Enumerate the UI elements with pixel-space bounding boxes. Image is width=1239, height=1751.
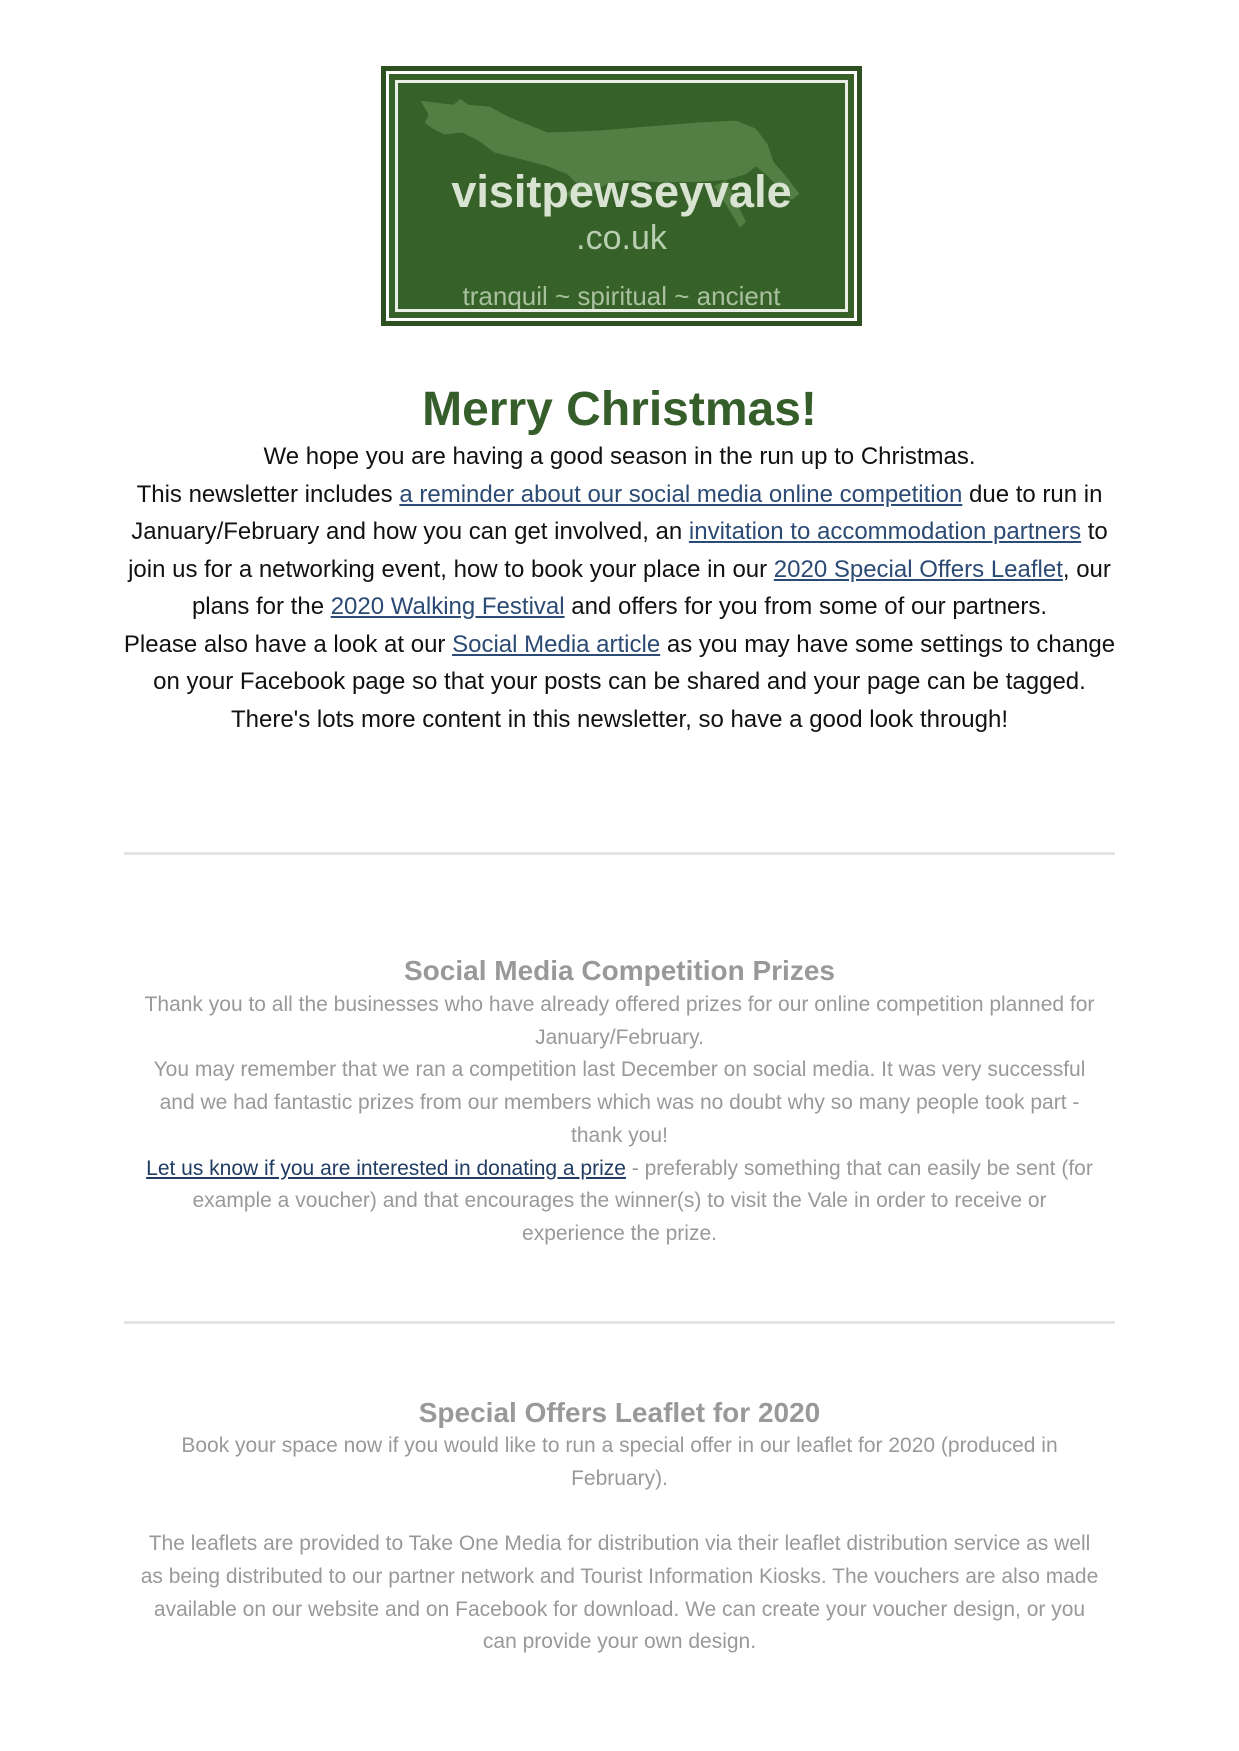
walking-festival-link[interactable]: 2020 Walking Festival: [330, 593, 565, 620]
competition-paragraph-3: [140, 1153, 1099, 1251]
intro-paragraph-1: We hope you are having a good season in the run up to Christmas.: [263, 443, 976, 470]
competition-reminder-link[interactable]: a reminder about our social media online competition: [399, 480, 963, 508]
leaflet-body: [140, 1430, 1099, 1659]
intro-paragraph-4: There's lots more content in this newsletter, so have a good look through!: [230, 705, 1009, 733]
intro-paragraph-3: [120, 626, 1119, 701]
paragraph-spacer: [140, 1495, 1099, 1528]
intro-text-span: and offers for you from some of our partners.: [564, 593, 1048, 620]
intro-text-span: , our plans for the: [191, 555, 1111, 620]
leaflet-title: Special Offers Leaflet for 2020: [418, 1397, 821, 1428]
intro-text-span: to join us for a networking event, how to book your place in our: [128, 518, 1108, 583]
intro-text-span: Please also have a look at our: [123, 630, 453, 658]
section-divider: [124, 852, 1115, 855]
leaflet-paragraph-2: The leaflets are provided to Take One Media for distribution via their leaflet distribution service as well as being distributed to our partner network and Tourist Information Kiosks. The vouchers are also made available on our website and on Facebook for download. We can create your voucher design, or you can provide your own design.: [140, 1532, 1099, 1654]
logo-frame: [395, 80, 848, 312]
special-offers-leaflet-link[interactable]: 2020 Special Offers Leaflet: [773, 555, 1063, 583]
competition-paragraph-2: You may remember that we ran a competition last December on social media. It was very successful and we had fantastic prizes from our members which was no doubt why so many people took part - thank you!: [153, 1058, 1086, 1147]
competition-title: Social Media Competition Prizes: [404, 955, 835, 986]
social-media-article-link[interactable]: Social Media article: [452, 630, 661, 658]
leaflet-paragraph-1: Book your space now if you would like to run a special offer in our leaflet for 2020 (produced in February).: [181, 1434, 1058, 1490]
competition-paragraph-1: Thank you to all the businesses who have already offered prizes for our online competition planned for January/February.: [144, 993, 1095, 1049]
competition-text-span: - preferably something that can easily be sent (for example a voucher) and that encourages the winner(s) to visit the Vale in order to receive or experience the prize.: [192, 1156, 1093, 1245]
intro-text: [120, 438, 1119, 738]
page-title: Merry Christmas!: [422, 383, 817, 436]
intro-text-span: This newsletter includes: [136, 480, 400, 508]
logo-tagline: tranquil ~ spiritual ~ ancient: [462, 281, 781, 311]
section-divider: [124, 1321, 1115, 1324]
intro-paragraph-2: [120, 476, 1119, 626]
accommodation-invitation-link[interactable]: invitation to accommodation partners: [688, 518, 1082, 545]
intro-text-span: due to run in January/February and how you can get involved, an: [131, 480, 1103, 545]
logo-domain: .co.uk: [576, 219, 667, 257]
site-logo[interactable]: [386, 71, 857, 321]
competition-body: [140, 989, 1099, 1251]
logo-name: visitpewseyvale: [451, 166, 792, 217]
donate-prize-link[interactable]: Let us know if you are interested in donating a prize: [146, 1156, 626, 1180]
intro-text-span: as you may have some settings to change on your Facebook page so that your posts can be shared and your page can be tagged.: [153, 630, 1116, 695]
